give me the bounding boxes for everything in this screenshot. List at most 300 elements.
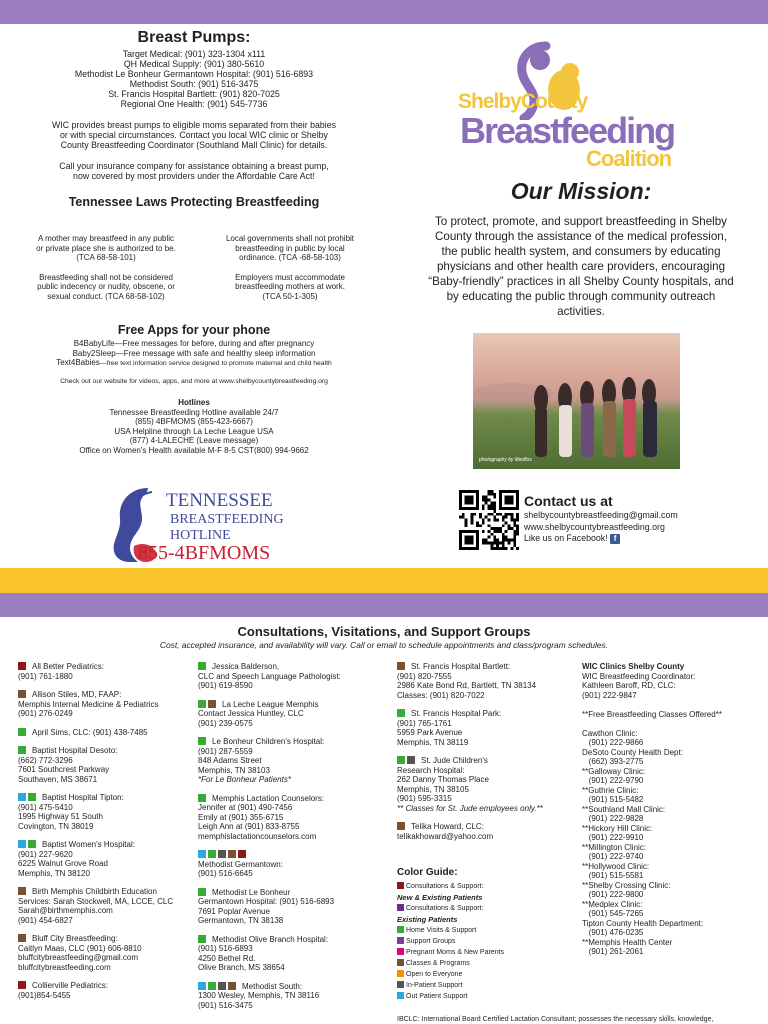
provider-name: Memphis Lactation Counselors: — [212, 793, 325, 803]
law-line: Employers must accommodate — [235, 272, 345, 282]
provider-line: Sarah@birthmemphis.com — [18, 906, 113, 915]
qr-module — [490, 541, 493, 544]
providers-column-2 — [198, 662, 393, 1019]
color-code-square — [198, 662, 206, 670]
contact-email[interactable]: shelbycountybreastfeeding@gmail.com — [524, 510, 678, 520]
color-guide-label: Home Visits & Support — [406, 927, 477, 934]
provider-name: Baptist Hospital Tipton: — [42, 793, 124, 802]
qr-module — [493, 496, 496, 499]
mission-section — [394, 178, 768, 319]
qr-module — [488, 504, 491, 507]
wic-line: (901) 222-9828 — [582, 814, 644, 823]
qr-code-icon[interactable] — [459, 490, 519, 550]
qr-module — [499, 541, 502, 544]
qr-module — [490, 544, 493, 547]
provider-line: (901) 761-1880 — [18, 671, 73, 681]
provider-line: Services: Sarah Stockwell, MA, LCCE, CLC — [18, 896, 174, 906]
qr-module — [485, 541, 488, 544]
coalition-logo-line1: ShelbyCounty — [458, 90, 588, 113]
wic-lines — [582, 672, 768, 957]
qr-module — [490, 513, 493, 516]
provider-line — [18, 840, 196, 850]
provider-line: bluffcitybreastfeeding.com — [18, 962, 111, 972]
qr-module — [510, 516, 513, 519]
provider-line — [397, 822, 577, 832]
qr-module — [505, 496, 514, 505]
qr-module — [513, 521, 516, 524]
qr-module — [496, 519, 499, 522]
law-line: Breastfeeding shall not be considered — [39, 272, 173, 282]
provider-line: Memphis, TN 38119 — [397, 737, 469, 747]
wic-line: (901) 222-9790 — [582, 776, 644, 785]
qr-module — [513, 539, 516, 542]
qr-module — [485, 516, 488, 519]
color-guide-sublabel: Existing Patients — [397, 915, 458, 924]
wic-line — [582, 700, 768, 710]
provider-line — [18, 793, 196, 803]
provider-line: Germantown Hospital: (901) 516-6893 — [198, 897, 335, 906]
qr-module — [488, 507, 491, 510]
color-code-squares — [198, 982, 238, 991]
qr-module — [482, 539, 485, 542]
provider-line: 4250 Bethel Rd. — [198, 953, 256, 963]
hotline-logo-line2: BREASTFEEDING — [170, 512, 284, 527]
qr-module — [482, 541, 485, 544]
qr-module — [508, 527, 511, 530]
provider-line: ** Classes for St. Jude employees only.** — [397, 803, 543, 813]
provider-name: St. Jude Children's — [421, 756, 488, 765]
provider-entry — [397, 709, 577, 747]
qr-module — [496, 541, 499, 544]
provider-line: Memphis, TN 38105 — [397, 784, 469, 794]
qr-module — [510, 539, 513, 542]
qr-module — [485, 496, 488, 499]
law-line: breastfeeding in public by local — [235, 243, 345, 253]
qr-module — [493, 493, 496, 496]
provider-line: Leigh Ann at (901) 833-8755 — [198, 822, 300, 831]
provider-line — [397, 709, 577, 719]
qr-module — [488, 513, 491, 516]
qr-module — [490, 504, 493, 507]
wic-line: (901) 222-9847 — [582, 690, 637, 700]
provider-line — [198, 662, 393, 672]
provider-line: Olive Branch, MS 38654 — [198, 963, 285, 972]
qr-module — [488, 499, 491, 502]
color-swatch — [397, 959, 404, 966]
provider-line — [198, 982, 393, 992]
provider-line: Caitlyn Maas, CLC (901) 606-8810 — [18, 943, 142, 953]
provider-name: Baptist Hospital Desoto: — [32, 746, 118, 755]
app-name: Text4Babies — [56, 358, 100, 367]
provider-name: Jessica Balderson, — [212, 662, 280, 671]
color-guide-label: In-Patient Support — [406, 982, 463, 989]
provider-line — [18, 887, 196, 897]
laws-grid — [18, 234, 378, 301]
qr-module — [476, 524, 479, 527]
provider-line: Classes: (901) 820-7022 — [397, 690, 485, 700]
provider-name: St. Francis Hospital Park: — [411, 709, 502, 718]
color-code-squares — [198, 888, 208, 897]
provider-line: 262 Danny Thomas Place — [397, 775, 489, 784]
provider-line: (901) 820-7555 — [397, 671, 452, 681]
color-guide-item — [397, 936, 577, 947]
wic-line: **Free Breastfeeding Classes Offered** — [582, 709, 722, 719]
qr-module — [513, 541, 516, 544]
provider-entry — [198, 982, 393, 1011]
qr-module — [459, 516, 462, 519]
color-code-square — [198, 888, 206, 896]
color-guide-item — [397, 969, 577, 980]
provider-name: Le Bonheur Children's Hospital: — [212, 737, 325, 746]
qr-module — [505, 530, 508, 533]
consult-header — [0, 624, 768, 651]
qr-module — [505, 516, 508, 519]
provider-entry — [397, 822, 577, 841]
provider-line: (901) 516-6645 — [198, 869, 253, 878]
provider-line — [397, 756, 577, 766]
provider-line: 6225 Walnut Grove Road — [18, 859, 108, 868]
app-desc: —free text information service designed to promote maternal and child health — [99, 360, 332, 367]
color-code-square — [397, 756, 405, 764]
qr-module — [465, 524, 468, 527]
provider-line: memphislactationcounselors.com — [198, 831, 317, 841]
provider-entry — [18, 981, 196, 1000]
provider-line: 7601 Southcrest Parkway — [18, 765, 110, 774]
qr-module — [496, 513, 499, 516]
consult-title: Consultations, Visitations, and Support Groups — [237, 624, 531, 639]
color-guide-title: Color Guide: — [397, 867, 458, 878]
pump-vendor-line: Target Medical: (901) 323-1304 x111 — [122, 49, 266, 59]
provider-entry — [198, 850, 393, 879]
color-code-square — [208, 850, 216, 858]
provider-name: Birth Memphis Childbirth Education — [32, 887, 157, 896]
provider-line: Contact Jessica Huntley, CLC — [198, 709, 304, 718]
insurance-note-line: Call your insurance company for assistance obtaining a breast pump, — [59, 161, 329, 171]
wic-line: Kathleen Baroff, RD, CLC: — [582, 681, 676, 690]
color-guide-item — [397, 958, 577, 969]
provider-line: (901) 595-3315 — [397, 794, 452, 803]
provider-line: Methodist Germantown: — [198, 859, 283, 869]
pump-vendor-line: Methodist Le Bonheur Germantown Hospital: (901) 516-6893 — [74, 69, 314, 79]
qr-module — [493, 516, 496, 519]
provider-name: St. Francis Hospital Bartlett: — [411, 662, 511, 671]
color-code-square — [198, 737, 206, 745]
provider-entry — [198, 662, 393, 691]
provider-line: Memphis, TN 38103 — [198, 765, 270, 775]
pump-vendor-line: Methodist South: (901) 516-3475 — [129, 79, 259, 89]
qr-module — [473, 513, 476, 516]
contact-facebook[interactable] — [524, 533, 620, 544]
wic-line: Cawthon Clinic: — [582, 728, 638, 738]
mission-line: County through the assistance of the medical profession, — [435, 230, 727, 243]
color-code-squares — [18, 662, 28, 671]
color-swatch — [397, 926, 404, 933]
provider-entry — [18, 746, 196, 784]
color-guide-label: Open to Everyone — [406, 971, 463, 978]
mission-text — [394, 214, 768, 319]
wic-line: (901) 476-0235 — [582, 928, 644, 937]
wic-clinics — [582, 662, 768, 957]
qr-module — [488, 490, 491, 493]
color-swatch — [397, 904, 404, 911]
wic-line: (901) 222-9740 — [582, 852, 644, 861]
color-code-squares — [18, 793, 38, 802]
provider-entry — [198, 888, 393, 926]
color-code-square — [208, 700, 216, 708]
wic-line: (901) 515-5581 — [582, 871, 644, 880]
qr-module — [505, 547, 508, 550]
wic-line: (901) 515-5482 — [582, 795, 644, 804]
qr-module — [465, 496, 474, 505]
apps-title: Free Apps for your phone — [117, 323, 271, 337]
qr-module — [505, 521, 508, 524]
qr-module — [502, 516, 505, 519]
provider-name: Methodist Le Bonheur — [212, 887, 291, 897]
facebook-icon[interactable]: f — [610, 534, 620, 544]
color-guide-item — [397, 991, 577, 1002]
provider-line — [198, 737, 393, 747]
qr-module — [488, 541, 491, 544]
top-band — [0, 0, 768, 24]
wic-line: DeSoto County Health Dept: — [582, 747, 683, 757]
hotlines-title: Hotlines — [178, 398, 210, 407]
pump-vendor-line: St. Francis Hospital Bartlett: (901) 820-7025 — [108, 89, 280, 99]
color-code-square — [228, 850, 236, 858]
qr-module — [479, 516, 482, 519]
provider-name: Allison Stiles, MD, FAAP: — [32, 690, 122, 699]
qr-module — [502, 544, 505, 547]
provider-entry — [198, 794, 393, 842]
color-code-square — [198, 850, 206, 858]
hotline-line: Tennessee Breastfeeding Hotline available 24/7 — [109, 407, 279, 417]
color-code-square — [218, 850, 226, 858]
laws-title: Tennessee Laws Protecting Breastfeeding — [68, 195, 320, 209]
color-code-square — [28, 793, 36, 801]
qr-module — [496, 530, 499, 533]
mission-line: To protect, promote, and support breastfeeding in Shelby — [435, 215, 727, 228]
qr-module — [502, 536, 505, 539]
provider-line: Emily at (901) 355-6715 — [198, 812, 284, 822]
qr-module — [465, 536, 474, 545]
wic-note-line: or with special circumstances. Contact you local WIC clinic or Shelby — [60, 130, 328, 140]
law-item — [202, 234, 378, 263]
qr-module — [508, 513, 511, 516]
provider-line: Memphis, TN 38120 — [18, 868, 90, 878]
provider-line: (901) 276-0249 — [18, 709, 73, 718]
color-guide-label: Pregnant Moms & New Parents — [406, 949, 505, 956]
provider-name: Baptist Women's Hospital: — [42, 840, 135, 849]
color-code-square — [18, 887, 26, 895]
qr-module — [493, 527, 496, 530]
provider-line: 1300 Wesley, Memphis, TN 38116 — [198, 991, 320, 1000]
hotline-logo — [108, 484, 288, 566]
qr-module — [516, 547, 519, 550]
qr-module — [482, 499, 485, 502]
qr-module — [502, 533, 505, 536]
color-code-squares — [198, 700, 218, 709]
wic-line: **Millington Clinic: — [582, 842, 647, 852]
contact-title: Contact us at — [524, 493, 613, 509]
provider-entry — [18, 840, 196, 878]
qr-module — [516, 519, 519, 522]
pump-vendor-list — [0, 49, 388, 109]
photo-figures — [473, 333, 680, 469]
law-item — [18, 273, 194, 302]
provider-line: (901)854-5455 — [18, 990, 71, 1000]
qr-module — [470, 513, 473, 516]
contact-facebook-label: Like us on Facebook! — [524, 533, 608, 543]
color-code-square — [18, 746, 26, 754]
qr-module — [490, 501, 493, 504]
hotline-line: Office on Women's Health available M-F 8-5 CST(800) 994-9662 — [79, 445, 309, 455]
provider-name: April Sims, CLC: (901) 438-7485 — [32, 727, 148, 737]
provider-line: telikakhoward@yahoo.com — [397, 831, 494, 841]
color-code-squares — [198, 737, 208, 746]
qr-module — [493, 536, 496, 539]
wic-line: **Southland Mall Clinic: — [582, 804, 666, 814]
app-name: Baby2Sleep — [72, 348, 116, 358]
law-item — [18, 234, 194, 263]
provider-line: 1995 Highway 51 South — [18, 812, 103, 821]
provider-name: Collierville Pediatrics: — [32, 981, 109, 990]
color-code-square — [198, 935, 206, 943]
provider-line: Germantown, TN 38138 — [198, 916, 284, 925]
qr-module — [502, 539, 505, 542]
app-name: B4BabyLife — [73, 339, 115, 348]
color-swatch — [397, 970, 404, 977]
color-code-squares — [397, 822, 407, 831]
qr-module — [470, 519, 473, 522]
provider-line: (901) 227-9620 — [18, 849, 73, 859]
qr-module — [496, 547, 499, 550]
qr-module — [485, 539, 488, 542]
color-code-squares — [397, 709, 407, 718]
color-code-square — [397, 709, 405, 717]
qr-module — [490, 533, 493, 536]
provider-line: Jennifer at (901) 490-7456 — [198, 803, 293, 812]
qr-module — [462, 513, 465, 516]
contact-website[interactable]: www.shelbycountybreastfeeding.org — [524, 522, 665, 532]
provider-line: (662) 772-3296 — [18, 755, 73, 765]
color-code-squares — [198, 850, 248, 859]
color-code-squares — [198, 794, 208, 803]
qr-module — [513, 530, 516, 533]
provider-line: 2986 Kate Bond Rd, Bartlett, TN 38134 — [397, 681, 537, 690]
color-code-square — [28, 840, 36, 848]
provider-line: Memphis Internal Medicine & Pediatrics — [18, 699, 159, 709]
qr-module — [508, 539, 511, 542]
qr-module — [488, 493, 491, 496]
app-item — [0, 339, 388, 349]
color-guide-label: Consultations & Support: — [406, 883, 484, 890]
color-code-squares — [18, 840, 38, 849]
qr-module — [516, 516, 519, 519]
mission-title: Our Mission: — [510, 178, 652, 204]
pump-vendor-line: QH Medical Supply: (901) 380-5610 — [123, 59, 265, 69]
qr-module — [462, 516, 465, 519]
provider-line — [198, 700, 393, 710]
qr-module — [470, 521, 473, 524]
wic-line — [582, 719, 768, 729]
ibclc-note: IBCLC: International Board Certified Lactation Consultant; possesses the necessary skills, knowledge, — [397, 1016, 714, 1023]
qr-module — [513, 536, 516, 539]
website-note: Check out our website for videos, apps, and more at www.shelbycountybreastfeeding.org — [60, 377, 328, 385]
law-line: Local governments shall not prohibit — [225, 234, 355, 243]
qr-module — [510, 547, 513, 550]
provider-entry — [198, 935, 393, 973]
law-line: A mother may breastfeed in any public — [37, 234, 175, 243]
color-swatch — [397, 981, 404, 988]
provider-entry — [18, 934, 196, 972]
color-code-square — [238, 850, 246, 858]
color-code-square — [397, 822, 405, 830]
app-item — [0, 358, 388, 369]
coalition-logo — [454, 40, 704, 180]
provider-line — [198, 794, 393, 804]
provider-line: (901) 454-6827 — [18, 915, 73, 925]
apps-list — [0, 339, 388, 369]
provider-line: (901) 516-6893 — [198, 944, 253, 953]
provider-line: 7691 Poplar Avenue — [198, 906, 270, 916]
consult-subtitle: Cost, accepted insurance, and availability will vary. Call or email to schedule appointments and class/program schedules. — [159, 640, 609, 650]
qr-module — [493, 547, 496, 550]
color-code-squares — [18, 690, 28, 699]
qr-module — [470, 516, 473, 519]
breast-pumps-title: Breast Pumps: — [137, 29, 251, 46]
qr-module — [476, 521, 479, 524]
color-guide-label: Consultations & Support: — [406, 905, 484, 912]
color-swatch — [397, 948, 404, 955]
provider-line: (901) 765-1761 — [397, 718, 452, 728]
wic-note-line: County Breastfeeding Coordinator (Southland Mall Clinic) for details. — [60, 140, 328, 150]
provider-name: All Better Pediatrics: — [32, 662, 105, 671]
qr-module — [479, 513, 482, 516]
wic-line: **Galloway Clinic: — [582, 766, 646, 776]
wic-line: **Hickory Hill Clinic: — [582, 823, 653, 833]
wic-line: (901) 545-7265 — [582, 909, 644, 918]
qr-module — [516, 524, 519, 527]
color-guide-list — [397, 881, 577, 1002]
qr-module — [502, 524, 505, 527]
qr-module — [513, 533, 516, 536]
color-code-square — [208, 982, 216, 990]
qr-module — [493, 539, 496, 542]
qr-module — [510, 513, 513, 516]
breast-pumps-section — [0, 29, 388, 209]
law-line: (TCA 50-1-305) — [262, 291, 318, 301]
law-line: sexual conduct. (TCA 68-58-102) — [47, 291, 165, 301]
mission-line: the public health system, and consumers by educating — [441, 245, 721, 258]
wic-line: (901) 222-9800 — [582, 890, 644, 899]
color-code-squares — [18, 981, 28, 990]
wic-pump-note — [0, 120, 388, 150]
qr-module — [490, 547, 493, 550]
mission-line: “Baby-friendly” practices in all Shelby County hospitals, and — [428, 275, 734, 288]
qr-module — [493, 530, 496, 533]
qr-module — [482, 504, 485, 507]
provider-line: Covington, TN 38019 — [18, 821, 94, 831]
law-line: or private place she is authorized to be. — [36, 243, 176, 253]
provider-line: (901) 287-5559 — [198, 746, 253, 756]
color-code-square — [18, 728, 26, 736]
providers-column-1 — [18, 662, 196, 1009]
qr-module — [482, 521, 485, 524]
provider-line: 5959 Park Avenue — [397, 728, 463, 737]
wic-line: WIC Breastfeeding Coordinator: — [582, 671, 696, 681]
provider-entry — [18, 728, 196, 738]
qr-module — [488, 536, 491, 539]
color-guide-item — [397, 903, 577, 914]
